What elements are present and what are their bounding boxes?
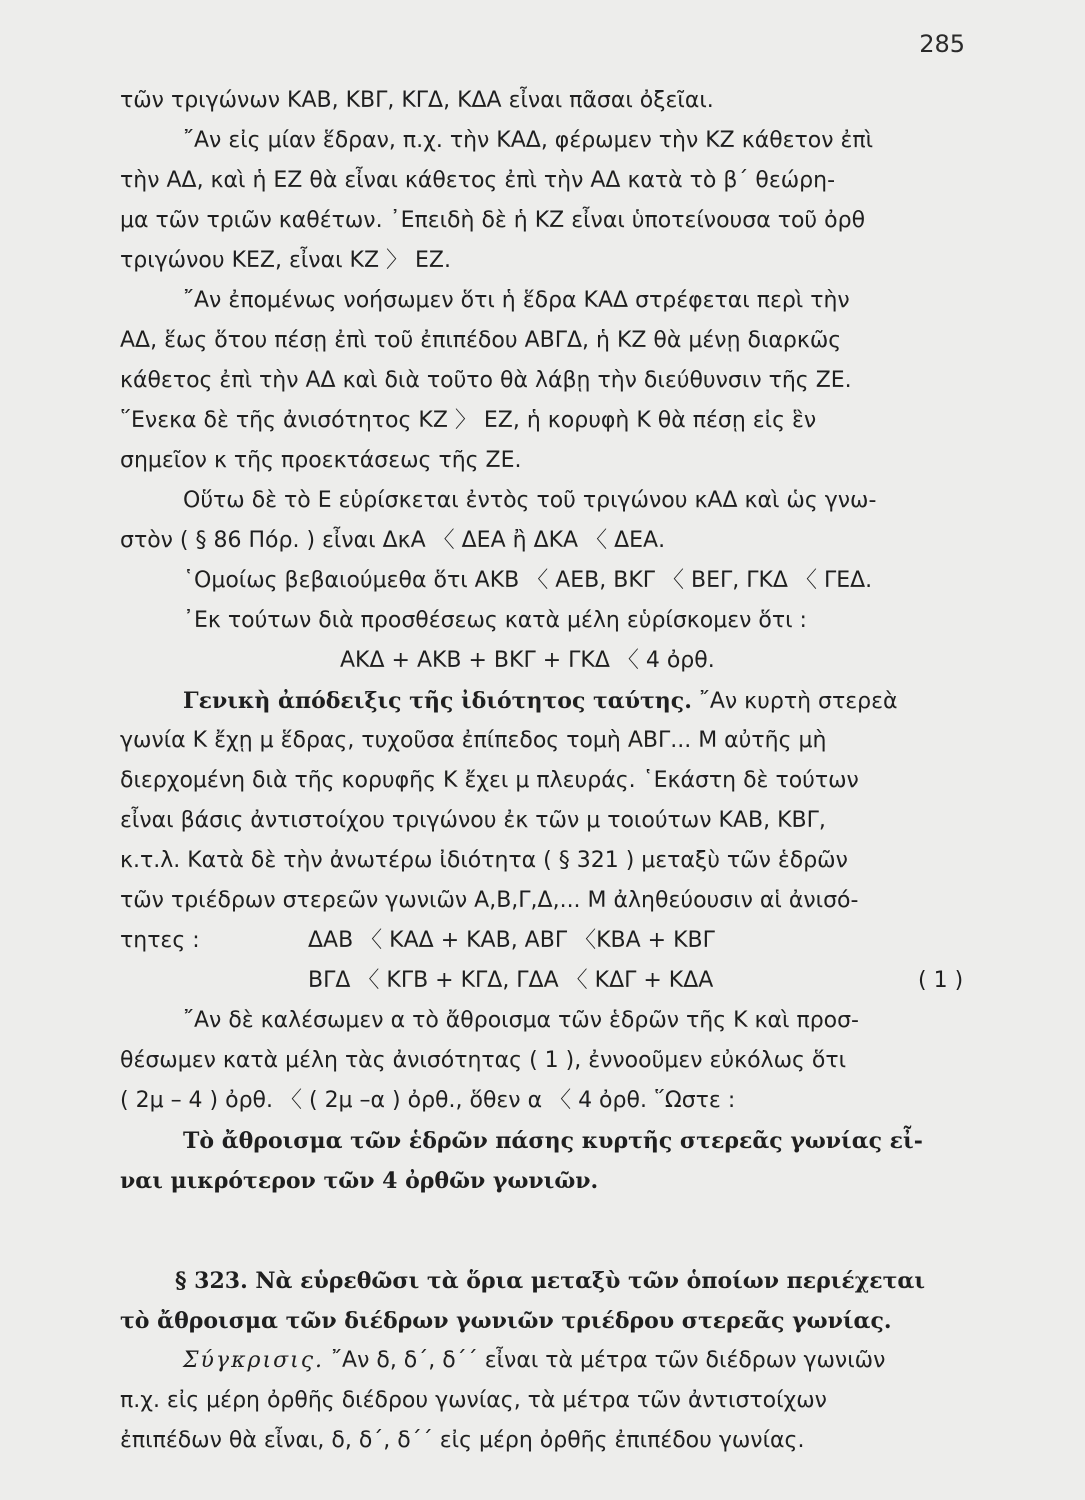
equation-number: ( 1 ) — [918, 968, 964, 993]
text-line: εἶναι βάσις ἀντιστοίχου τριγώνου ἐκ τῶν μ τοιούτων ΚΑΒ, ΚΒΓ, — [120, 808, 826, 833]
text-line: τῶν τριγώνων ΚΑΒ, ΚΒΓ, ΚΓΔ, ΚΔΑ εἶναι πᾶσαι ὀξεῖαι. — [120, 88, 714, 113]
italic-label: Σύγκρισις. — [183, 1348, 325, 1373]
text-line: στὸν ( § 86 Πόρ. ) εἶναι ΔκΑ 〈 ΔΕΑ ἢ ΔΚΑ 〈 ΔΕΑ. — [120, 528, 666, 553]
text-line: Οὕτω δὲ τὸ Ε εὑρίσκεται ἐντὸς τοῦ τριγώνου κΑΔ καὶ ὡς γνω- — [183, 488, 877, 513]
formula-line: ΑΚΔ + ΑΚΒ + ΒΚΓ + ΓΚΔ 〈 4 ὀρθ. — [340, 648, 715, 673]
formula-line: ΔΑΒ 〈 ΚΑΔ + ΚΑΒ, ΑΒΓ 〈ΚΒΑ + ΚΒΓ — [308, 928, 715, 953]
text-line: ῾Ομοίως βεβαιούμεθα ὅτι ΑΚΒ 〈 ΑΕΒ, ΒΚΓ 〈 ΒΕΓ, ΓΚΔ 〈 ΓΕΔ. — [183, 568, 873, 593]
text-line: ( 2μ – 4 ) ὀρθ. 〈 ( 2μ –α ) ὀρθ., ὅθεν α 〈 4 ὀρθ. ῞Ωστε : — [120, 1088, 736, 1113]
text-line: ῎Αν ἐπομένως νοήσωμεν ὅτι ἡ ἕδρα ΚΑΔ στρέφεται περὶ τὴν — [183, 288, 850, 313]
text-fragment: ῎Αν κυρτὴ στερεὰ — [691, 689, 898, 714]
text-line: ῎Αν δὲ καλέσωμεν α τὸ ἄθροισμα τῶν ἑδρῶν τῆς Κ καὶ προσ- — [183, 1008, 859, 1033]
paragraph-line — [183, 686, 897, 717]
text-line: τὴν ΑΔ, καὶ ἡ ΕΖ θὰ εἶναι κάθετος ἐπὶ τὴν ΑΔ κατὰ τὸ β΄ θεώρη- — [120, 168, 836, 193]
paragraph-line — [183, 1346, 885, 1376]
formula-line: ΒΓΔ 〈 ΚΓΒ + ΚΓΔ, ΓΔΑ 〈 ΚΔΓ + ΚΔΑ — [308, 968, 714, 993]
text-line: ΑΔ, ἕως ὅτου πέσῃ ἐπὶ τοῦ ἐπιπέδου ΑΒΓΔ, ἡ ΚΖ θὰ μένῃ διαρκῶς — [120, 328, 842, 353]
text-line: τριγώνου ΚΕΖ, εἶναι ΚΖ 〉 ΕΖ. — [120, 248, 451, 273]
text-line: ῎Αν εἰς μίαν ἕδραν, π.χ. τὴν ΚΑΔ, φέρωμεν τὴν ΚΖ κάθετον ἐπὶ — [183, 128, 874, 153]
text-line: γωνία Κ ἔχῃ μ ἕδρας, τυχοῦσα ἐπίπεδος τομὴ ΑΒΓ... Μ αὐτῆς μὴ — [120, 728, 827, 753]
theorem-line: ναι μικρότερον τῶν 4 ὀρθῶν γωνιῶν. — [120, 1168, 599, 1194]
text-line: μα τῶν τριῶν καθέτων. ᾿Επειδὴ δὲ ἡ ΚΖ εἶναι ὑποτείνουσα τοῦ ὀρθ — [120, 208, 866, 233]
text-line: ἐπιπέδων θὰ εἶναι, δ, δ΄, δ΄΄ εἰς μέρη ὀρθῆς ἐπιπέδου γωνίας. — [120, 1428, 805, 1453]
text-line: ῞Ενεκα δὲ τῆς ἀνισότητος ΚΖ 〉 ΕΖ, ἡ κορυφὴ Κ θὰ πέσῃ εἰς ἓν — [120, 408, 817, 433]
text-line: ᾿Εκ τούτων διὰ προσθέσεως κατὰ μέλη εὑρίσκομεν ὅτι : — [183, 608, 807, 633]
text-line: τῶν τριέδρων στερεῶν γωνιῶν Α,Β,Γ,Δ,... Μ ἀληθεύουσιν αἱ ἀνισό- — [120, 888, 859, 913]
section-title: τὸ ἄθροισμα τῶν διέδρων γωνιῶν τριέδρου στερεᾶς γωνίας. — [120, 1308, 892, 1334]
section-heading: Γενικὴ ἀπόδειξις τῆς ἰδιότητος ταύτης. — [183, 688, 692, 714]
page-number: 285 — [919, 30, 965, 58]
section-title: § 323. Νὰ εὑρεθῶσι τὰ ὅρια μεταξὺ τῶν ὁποίων περιέχεται — [175, 1268, 925, 1294]
text-line: κάθετος ἐπὶ τὴν ΑΔ καὶ διὰ τοῦτο θὰ λάβῃ τὴν διεύθυνσιν τῆς ΖΕ. — [120, 368, 852, 393]
text-line: σημεῖον κ τῆς προεκτάσεως τῆς ΖΕ. — [120, 448, 522, 473]
text-line: διερχομένη διὰ τῆς κορυφῆς Κ ἔχει μ πλευράς. ῾Εκάστη δὲ τούτων — [120, 768, 859, 793]
text-fragment: ῎Αν δ, δ΄, δ΄΄ εἶναι τὰ μέτρα τῶν διέδρων γωνιῶν — [324, 1348, 886, 1373]
text-line: τητες : — [120, 928, 200, 953]
text-line: π.χ. εἰς μέρη ὀρθῆς διέδρου γωνίας, τὰ μέτρα τῶν ἀντιστοίχων — [120, 1388, 827, 1413]
text-line: κ.τ.λ. Κατὰ δὲ τὴν ἀνωτέρω ἰδιότητα ( § 321 ) μεταξὺ τῶν ἑδρῶν — [120, 848, 848, 873]
theorem-line: Τὸ ἄθροισμα τῶν ἑδρῶν πάσης κυρτῆς στερεᾶς γωνίας εἶ- — [183, 1128, 923, 1154]
text-line: θέσωμεν κατὰ μέλη τὰς ἀνισότητας ( 1 ), ἐννοοῦμεν εὐκόλως ὅτι — [120, 1048, 847, 1073]
